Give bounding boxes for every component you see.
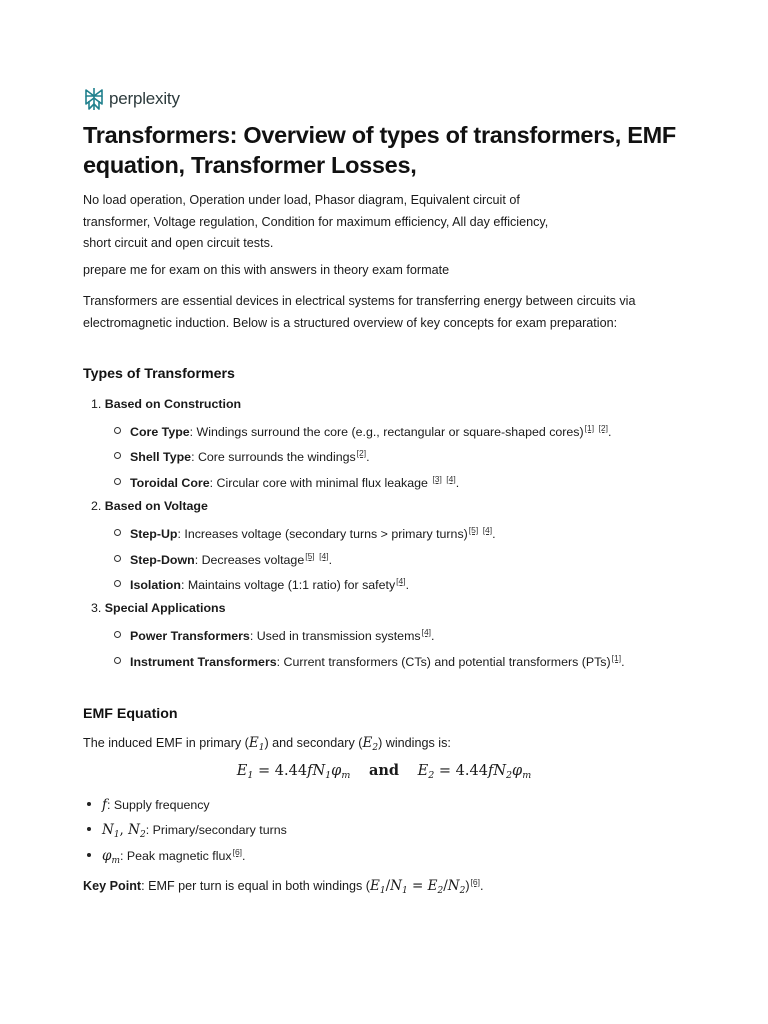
bullet-frequency — [87, 797, 210, 813]
term: Shell Type — [130, 450, 192, 464]
bullet-icon — [114, 580, 121, 587]
desc: : Primary/secondary turns — [145, 823, 287, 837]
citation-link[interactable]: [1] — [584, 423, 595, 433]
bullet-icon — [114, 452, 121, 459]
desc: : Decreases voltage — [194, 553, 305, 567]
citation-link[interactable]: [4] — [319, 551, 329, 561]
desc: : Current transformers (CTs) and potential transformers (PTs) — [276, 655, 611, 669]
intro-line-2: electromagnetic induction. Below is a structured overview of key concepts for exam preparation: — [83, 315, 618, 330]
citation-link[interactable]: [5] — [305, 551, 315, 561]
punct: . — [621, 655, 625, 669]
emf-intro — [83, 733, 693, 760]
term: Power Transformers — [130, 629, 250, 643]
list-item-instrument — [114, 653, 625, 669]
punct: . — [492, 527, 496, 541]
list-item-shell-type — [114, 448, 370, 464]
bullet-icon — [87, 853, 91, 857]
citation-link[interactable]: [1] — [611, 653, 622, 663]
group-construction — [91, 397, 241, 411]
citation-link[interactable]: [5] — [468, 525, 479, 535]
list-item-isolation — [114, 576, 409, 592]
citation-link[interactable]: [4] — [446, 474, 456, 484]
group-title: Special Applications — [104, 601, 226, 615]
group-number: 3. — [91, 601, 102, 615]
desc: : Core surrounds the windings — [191, 450, 356, 464]
group-special — [91, 601, 226, 615]
group-title: Based on Voltage — [104, 499, 208, 513]
intro-text — [83, 291, 693, 334]
math-f: f — [102, 797, 107, 813]
brand-name: perplexity — [109, 89, 180, 108]
punct: . — [405, 578, 410, 592]
term: Step-Up — [130, 527, 178, 541]
perplexity-logo-icon — [83, 87, 105, 111]
key-point — [83, 872, 693, 903]
desc: : Windings surround the core (e.g., rectangular or square-shaped cores) — [189, 425, 584, 439]
citation-link[interactable]: [6] — [232, 847, 243, 857]
request-text: prepare me for exam on this with answers in theory exam formate — [83, 263, 450, 277]
citation-link[interactable]: [3] — [432, 474, 442, 484]
group-number: 1. — [91, 397, 102, 411]
query-line-3: short circuit and open circuit tests. — [83, 236, 274, 250]
punct: . — [607, 425, 612, 439]
term: Step-Down — [130, 553, 195, 567]
punct: . — [366, 450, 370, 464]
bullet-icon — [114, 657, 121, 664]
math-e1: $E_1$ — [248, 735, 265, 753]
punct: . — [431, 629, 435, 643]
math-ratio: $E_1/N_1 = E_2/N_2$ — [370, 878, 466, 896]
desc: : Increases voltage (secondary turns > primary turns) — [177, 527, 468, 541]
math-n1-n2: $N_1$, $N_2$ — [102, 822, 146, 840]
desc: : Used in transmission systems — [249, 629, 421, 643]
desc: : Circular core with minimal flux leakage — [209, 476, 428, 490]
intro-line-1: Transformers are essential devices in electrical systems for transferring energy between circuits via — [83, 294, 636, 308]
bullet-icon — [114, 478, 121, 485]
citation-link[interactable]: [4] — [421, 627, 432, 637]
term: Instrument Transformers — [130, 655, 277, 669]
citation-link[interactable]: [2] — [598, 423, 608, 433]
desc: : Peak magnetic flux — [120, 849, 232, 863]
citation-link[interactable]: [6] — [470, 877, 480, 887]
term: Isolation — [130, 578, 181, 592]
perplexity-logo[interactable] — [83, 86, 180, 112]
emf-intro-part: ) windings is: — [378, 736, 451, 750]
citation-link[interactable]: [4] — [396, 576, 406, 586]
bullet-icon — [114, 555, 121, 562]
bullet-icon — [114, 427, 121, 434]
punct: . — [479, 879, 484, 893]
list-item-step-up — [114, 525, 496, 541]
bullet-icon — [87, 802, 91, 806]
bullet-turns — [87, 822, 287, 840]
query-line-1: No load operation, Operation under load, Phasor diagram, Equivalent circuit of — [83, 193, 520, 207]
punct: ) — [465, 879, 470, 893]
desc: : Supply frequency — [107, 798, 210, 812]
term: Toroidal Core — [130, 476, 210, 490]
emf-intro-part: ) and secondary ( — [264, 736, 363, 750]
group-voltage — [91, 499, 208, 513]
bullet-flux — [87, 847, 245, 866]
query-line-2: transformer, Voltage regulation, Condition for maximum efficiency, All day efficiency, — [83, 214, 549, 229]
list-item-power — [114, 627, 435, 643]
bullet-icon — [114, 529, 121, 536]
bullet-icon — [114, 631, 121, 638]
citation-link[interactable]: [2] — [356, 448, 367, 458]
list-item-step-down — [114, 551, 332, 567]
query-text — [83, 190, 693, 255]
emf-intro-part: The induced EMF in primary ( — [83, 736, 249, 750]
key-point-text: : EMF per turn is equal in both windings ( — [141, 879, 370, 893]
math-e2: $E_2$ — [362, 735, 379, 753]
emf-heading: EMF Equation — [83, 706, 178, 722]
desc: : Maintains voltage (1:1 ratio) for safety — [180, 578, 396, 592]
punct: . — [328, 553, 333, 567]
group-title: Based on Construction — [104, 397, 242, 411]
emf-equation: $E_1 = 4.44fN_1\varphi_m$ and $E_2 = 4.44fN_2\varphi_m$ — [236, 762, 532, 781]
group-number: 2. — [91, 499, 102, 513]
key-point-label: Key Point — [83, 879, 142, 893]
page-title: Transformers: Overview of types of transformers, EMF equation, Transformer Losses, — [83, 122, 676, 178]
citation-link[interactable]: [4] — [482, 525, 493, 535]
math-phi-m: $\varphi_m$ — [102, 848, 120, 866]
punct: . — [455, 476, 460, 490]
punct: . — [242, 849, 246, 863]
term: Core Type — [130, 425, 190, 439]
list-item-toroidal — [114, 474, 459, 490]
types-heading: Types of Transformers — [83, 366, 235, 382]
bullet-icon — [87, 827, 91, 831]
list-item-core-type — [114, 423, 611, 439]
